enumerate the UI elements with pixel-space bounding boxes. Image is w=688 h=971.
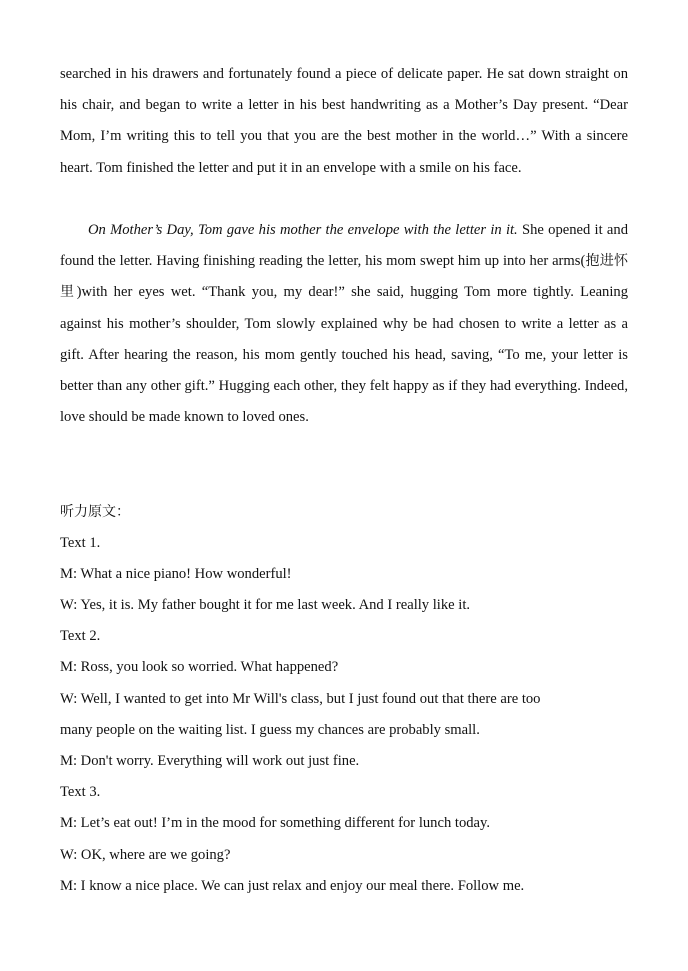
listening-line: Text 3. bbox=[60, 784, 101, 800]
listening-line: M: Ross, you look so worried. What happened? bbox=[60, 659, 339, 675]
listening-line: W: Yes, it is. My father bought it for me last week. And I really like it. bbox=[60, 597, 471, 613]
listening-line: W: Well, I wanted to get into Mr Will's class, but I just found out that there are too bbox=[60, 691, 541, 707]
passage-paragraph-1: searched in his drawers and fortunately found a piece of delicate paper. He sat down straight on his chair, and began to write a letter in his best handwriting as a Mother’s Day present. “Dear Mom, I’m writing this to tell you that you are the best mother in the world…” With a sincere heart. Tom finished the letter and put it in an envelope with a smile on his face. bbox=[60, 66, 628, 176]
listening-line: Text 1. bbox=[60, 535, 101, 551]
listening-line: M: What a nice piano! How wonderful! bbox=[60, 566, 292, 582]
listening-line: M: Let’s eat out! I’m in the mood for something different for lunch today. bbox=[60, 815, 491, 831]
listening-line: W: OK, where are we going? bbox=[60, 847, 231, 863]
paragraph-2-text-a: She opened it and found the letter. Having finishing reading the letter, his mom swept him up into her arms( bbox=[60, 222, 628, 270]
paragraph-2-text-b: )with her eyes wet. “Thank you, my dear!” she said, hugging Tom more tightly. Leaning against his mother’s shoulder, Tom slowly explained why be had chosen to write a letter as a gift. After hearing the reason, his mom gently touched his head, saving, “To me, your letter is better than any other gift.” Hugging each other, they felt happy as if they had everything. Indeed, love should be made known to loved ones. bbox=[60, 284, 628, 426]
listening-line: many people on the waiting list. I guess my chances are probably small. bbox=[60, 722, 480, 738]
listening-line: M: Don't worry. Everything will work out just fine. bbox=[60, 753, 360, 769]
listening-line: Text 2. bbox=[60, 628, 101, 644]
paragraph-2-italic-lead: On Mother’s Day, Tom gave his mother the envelope with the letter in it. bbox=[88, 222, 518, 238]
listening-line: M: I know a nice place. We can just relax and enjoy our meal there. Follow me. bbox=[60, 878, 525, 894]
paragraph-2-chinese-gloss: 抱进怀里 bbox=[60, 253, 629, 301]
passage-paragraph-2 bbox=[60, 215, 628, 433]
listening-heading: 听力原文： bbox=[60, 504, 130, 520]
